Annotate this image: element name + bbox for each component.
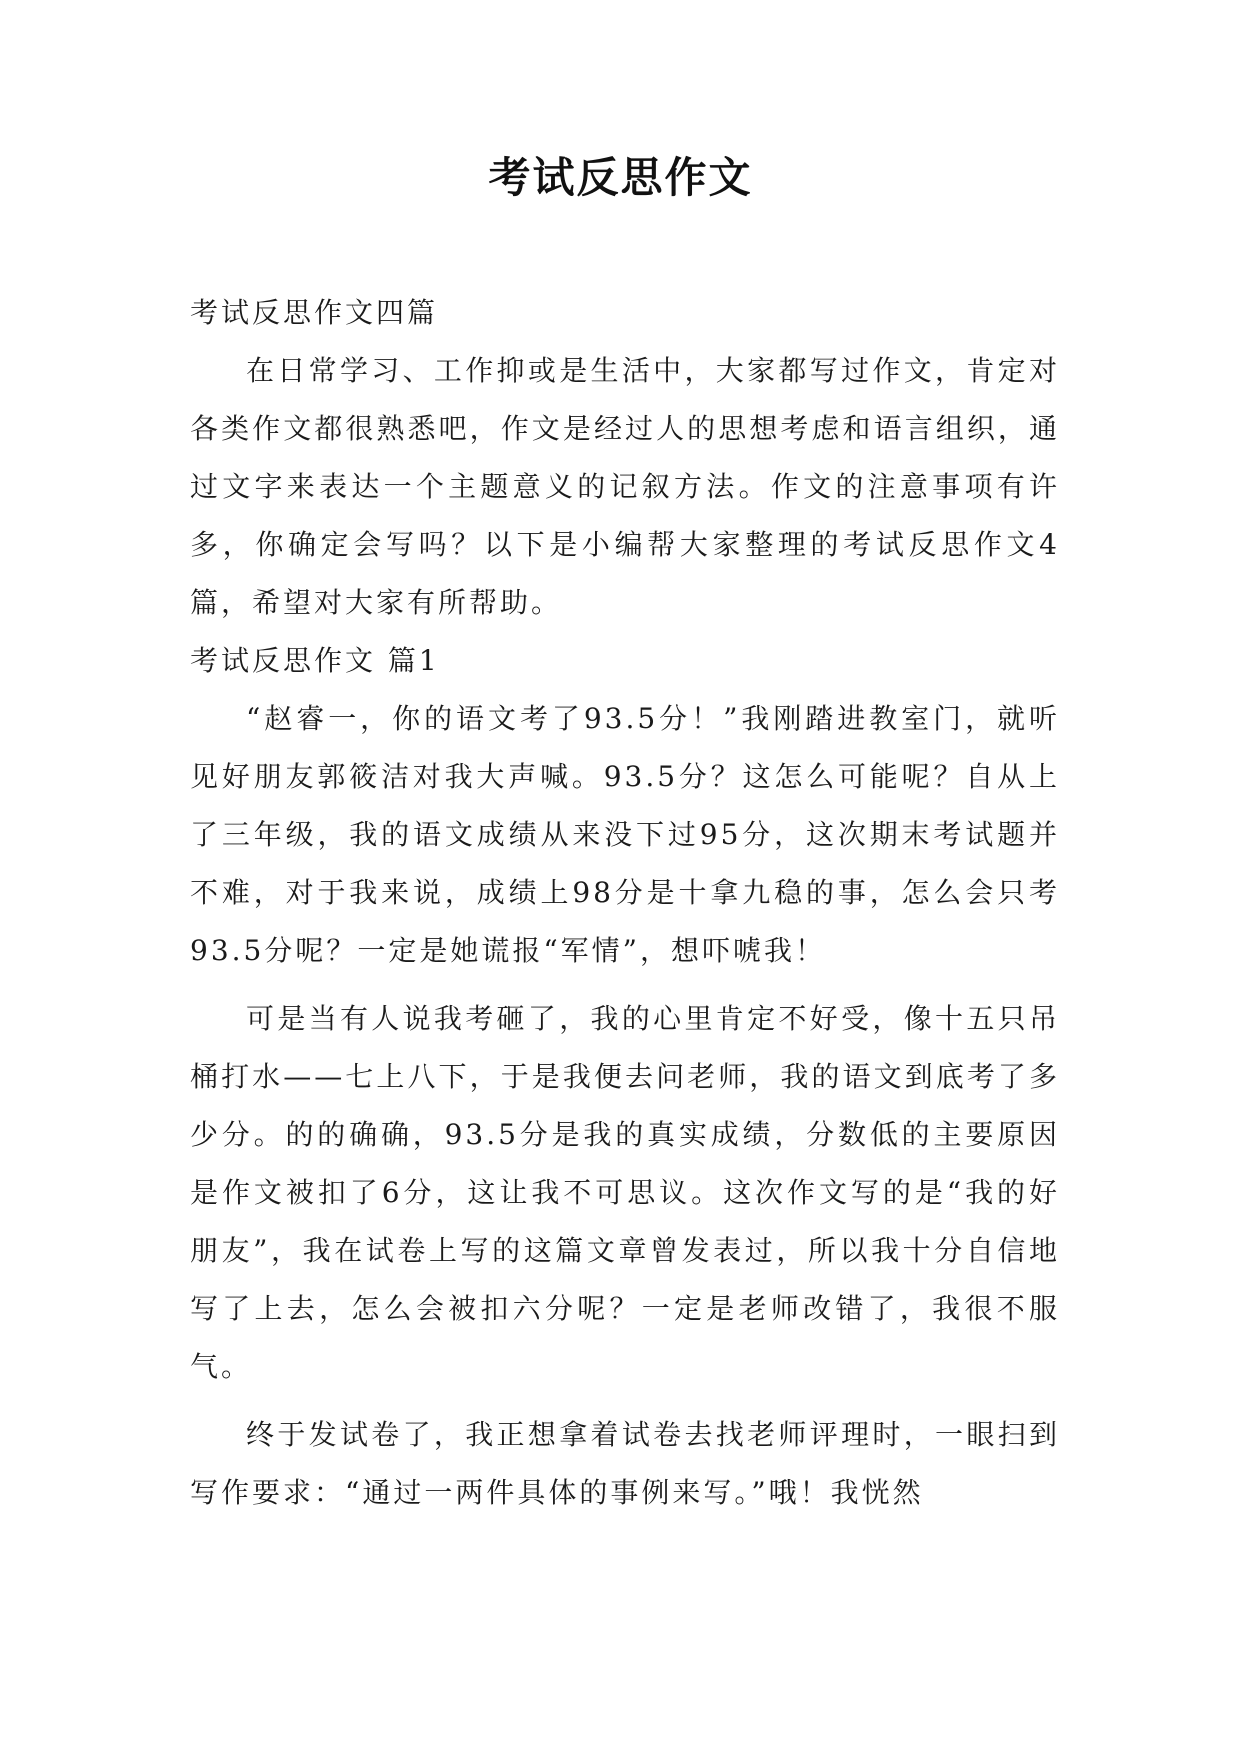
section-heading: 考试反思作文 篇1 xyxy=(190,644,440,677)
document-subtitle: 考试反思作文四篇 xyxy=(190,296,439,329)
document-body xyxy=(190,284,1060,1522)
body-paragraph-3: 终于发试卷了，我正想拿着试卷去找老师评理时，一眼扫到写作要求：“通过一两件具体的事例来写。”哦！我恍然 xyxy=(190,1418,1060,1509)
body-paragraph-1: “赵睿一，你的语文考了93.5分！”我刚踏进教室门，就听见好朋友郭筱洁对我大声喊。93.5分？这怎么可能呢？自从上了三年级，我的语文成绩从来没下过95分，这次期末考试题并不难，对于我来说，成绩上98分是十拿九稳的事，怎么会只考93.5分呢？一定是她谎报“军情”，想吓唬我！ xyxy=(190,702,1060,967)
body-paragraph-2: 可是当有人说我考砸了，我的心里肯定不好受，像十五只吊桶打水——七上八下，于是我便去问老师，我的语文到底考了多少分。的的确确，93.5分是我的真实成绩，分数低的主要原因是作文被扣了6分，这让我不可思议。这次作文写的是“我的好朋友”，我在试卷上写的这篇文章曾发表过，所以我十分自信地写了上去，怎么会被扣六分呢？一定是老师改错了，我很不服气。 xyxy=(190,1002,1060,1383)
intro-paragraph: 在日常学习、工作抑或是生活中，大家都写过作文，肯定对各类作文都很熟悉吧，作文是经过人的思想考虑和语言组织，通过文字来表达一个主题意义的记叙方法。作文的注意事项有许多，你确定会写吗？以下是小编帮大家整理的考试反思作文4篇，希望对大家有所帮助。 xyxy=(190,354,1060,619)
document-title: 考试反思作文 xyxy=(488,153,753,202)
